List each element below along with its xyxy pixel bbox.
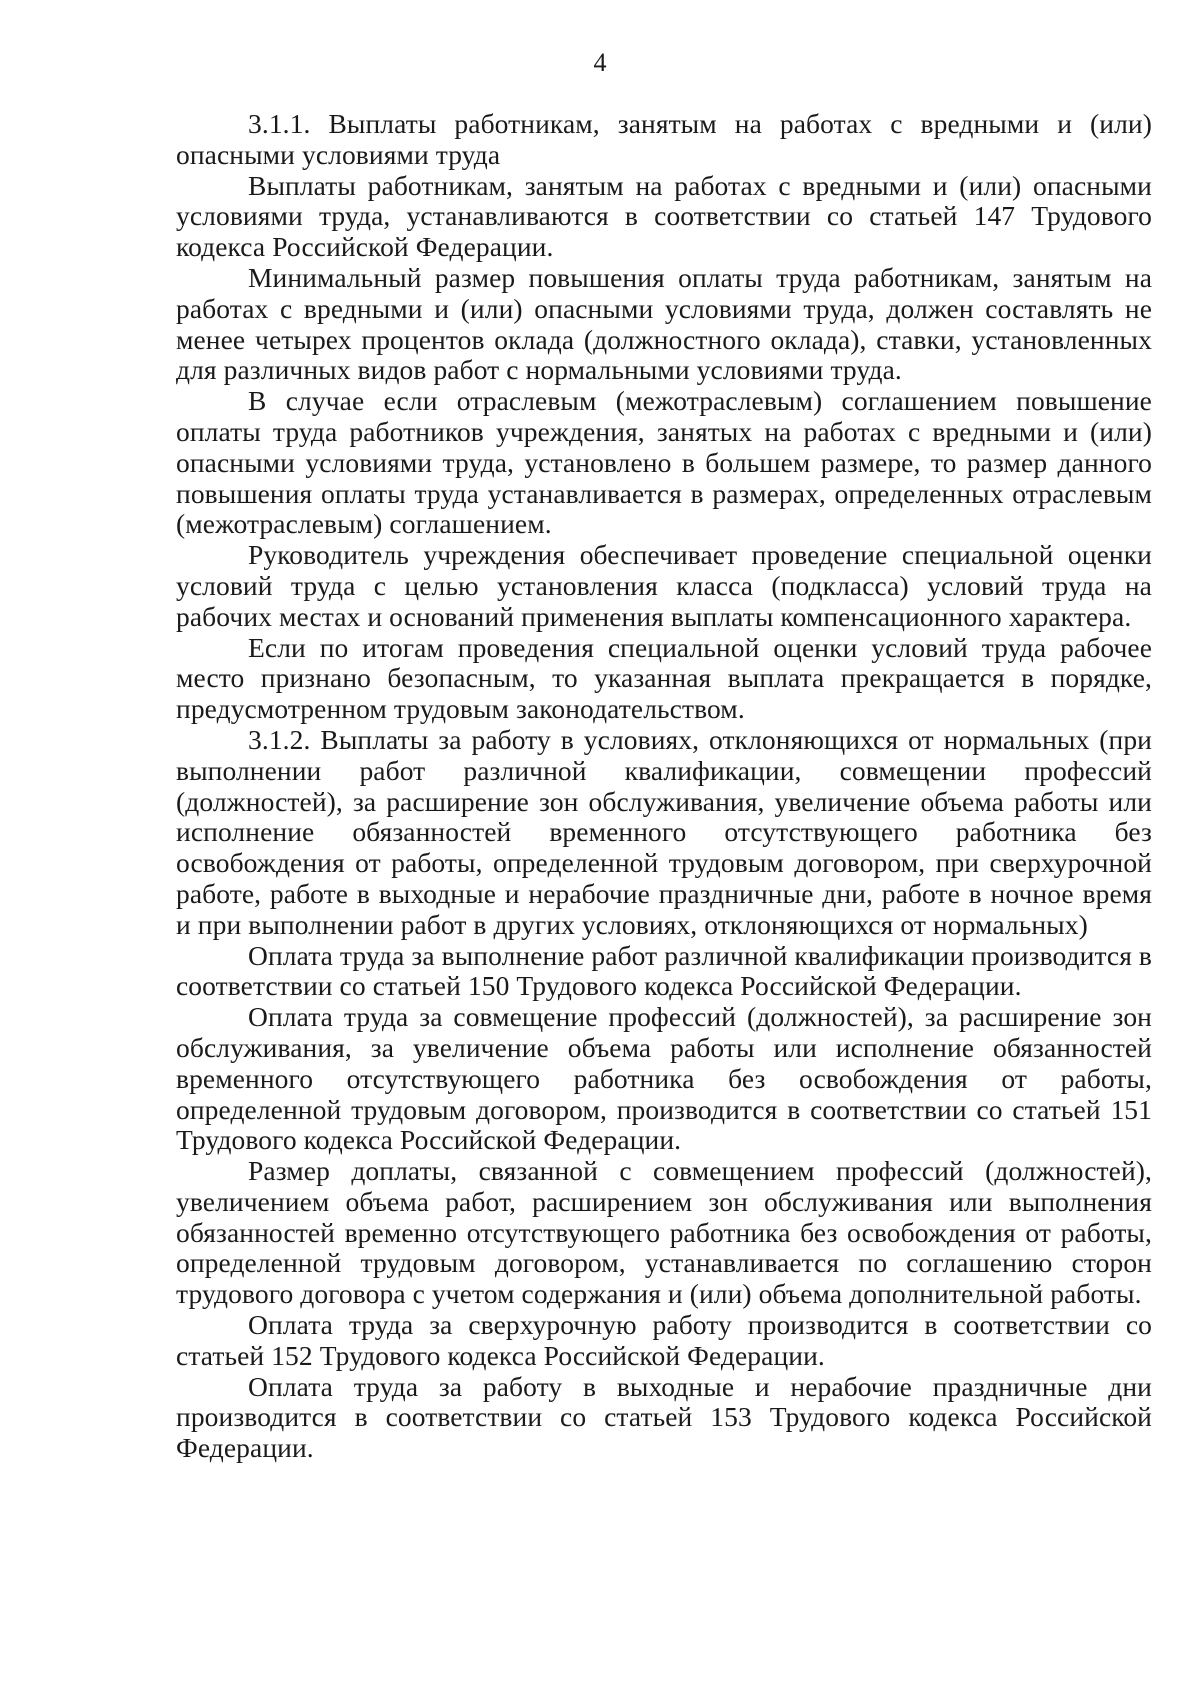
paragraph-industry-agreement: В случае если отраслевым (межотраслевым) соглашением повышение оплаты труда работников учреждения, занятых на работах с вредными и (или) опасными условиями труда, установлено в большем размере, то размер данного повышения оплаты труда устанавливается в размерах, определенных отраслевым (межотраслевым) соглашением.: [176, 385, 1152, 540]
paragraph-supplement-size: Размер доплаты, связанной с совмещением профессий (должностей), увеличением объема работ, расширением зон обслуживания или выполнения обязанностей временно отсутствующего работника без освобождения от работы, определенной трудовым договором, устанавливается по соглашению сторон трудового договора с учетом содержания и (или) объема дополнительной работы.: [176, 1155, 1152, 1310]
paragraph-article-151: Оплата труда за совмещение профессий (должностей), за расширение зон обслуживания, за увеличение объема работы или исполнение обязанностей временного отсутствующего работника без освобождения от работы, определенной трудовым договором, производится в соответствии со статьей 151 Трудового кодекса Российской Федерации.: [176, 1001, 1152, 1156]
section-heading-3-1-2: 3.1.2. Выплаты за работу в условиях, отклоняющихся от нормальных (при выполнении работ различной квалификации, совмещении профессий (должностей), за расширение зон обслуживания, увеличение объема работы или исполнение обязанностей временного отсутствующего работника без освобождения от работы, определенной трудовым договором, при сверхурочной работе, работе в выходные и нерабочие праздничные дни, работе в ночное время и при выполнении работ в других условиях, отклоняющихся от нормальных): [176, 723, 1152, 940]
paragraph-article-150: Оплата труда за выполнение работ различной квалификации производится в соответствии со статьей 150 Трудового кодекса Российской Федерации.: [176, 939, 1153, 1002]
paragraph-safe-workplace: Если по итогам проведения специальной оценки условий труда рабочее место признано безопасным, то указанная выплата прекращается в порядке, предусмотренном трудовым законодательством.: [176, 631, 1152, 725]
paragraph-article-152: Оплата труда за сверхурочную работу производится в соответствии со статьей 152 Трудового кодекса Российской Федерации.: [176, 1309, 1152, 1371]
paragraph-special-assessment: Руководитель учреждения обеспечивает проведение специальной оценки условий труда с целью установления класса (подкласса) условий труда на рабочих местах и оснований применения выплаты компенсационного характера.: [176, 539, 1152, 632]
paragraph-minimum-increase: Минимальный размер повышения оплаты труда работникам, занятым на работах с вредными и (или) опасными условиями труда, должен составлять не менее четырех процентов оклада (должностного оклада), ставки, установленных для различных видов работ с нормальными условиями труда.: [176, 261, 1152, 386]
paragraph-article-147: Выплаты работникам, занятым на работах с вредными и (или) опасными условиями труда, устанавливаются в соответствии со статьей 147 Трудового кодекса Российской Федерации.: [176, 169, 1152, 263]
document-body: [176, 109, 1152, 1464]
paragraph-article-153: Оплата труда за работу в выходные и нерабочие праздничные дни производится в соответствии со статьей 153 Трудового кодекса Российской Федерации.: [176, 1370, 1152, 1464]
section-heading-3-1-1: 3.1.1. Выплаты работникам, занятым на работах с вредными и (или) опасными условиями труда: [176, 108, 1152, 170]
page-number: 4: [593, 48, 607, 77]
